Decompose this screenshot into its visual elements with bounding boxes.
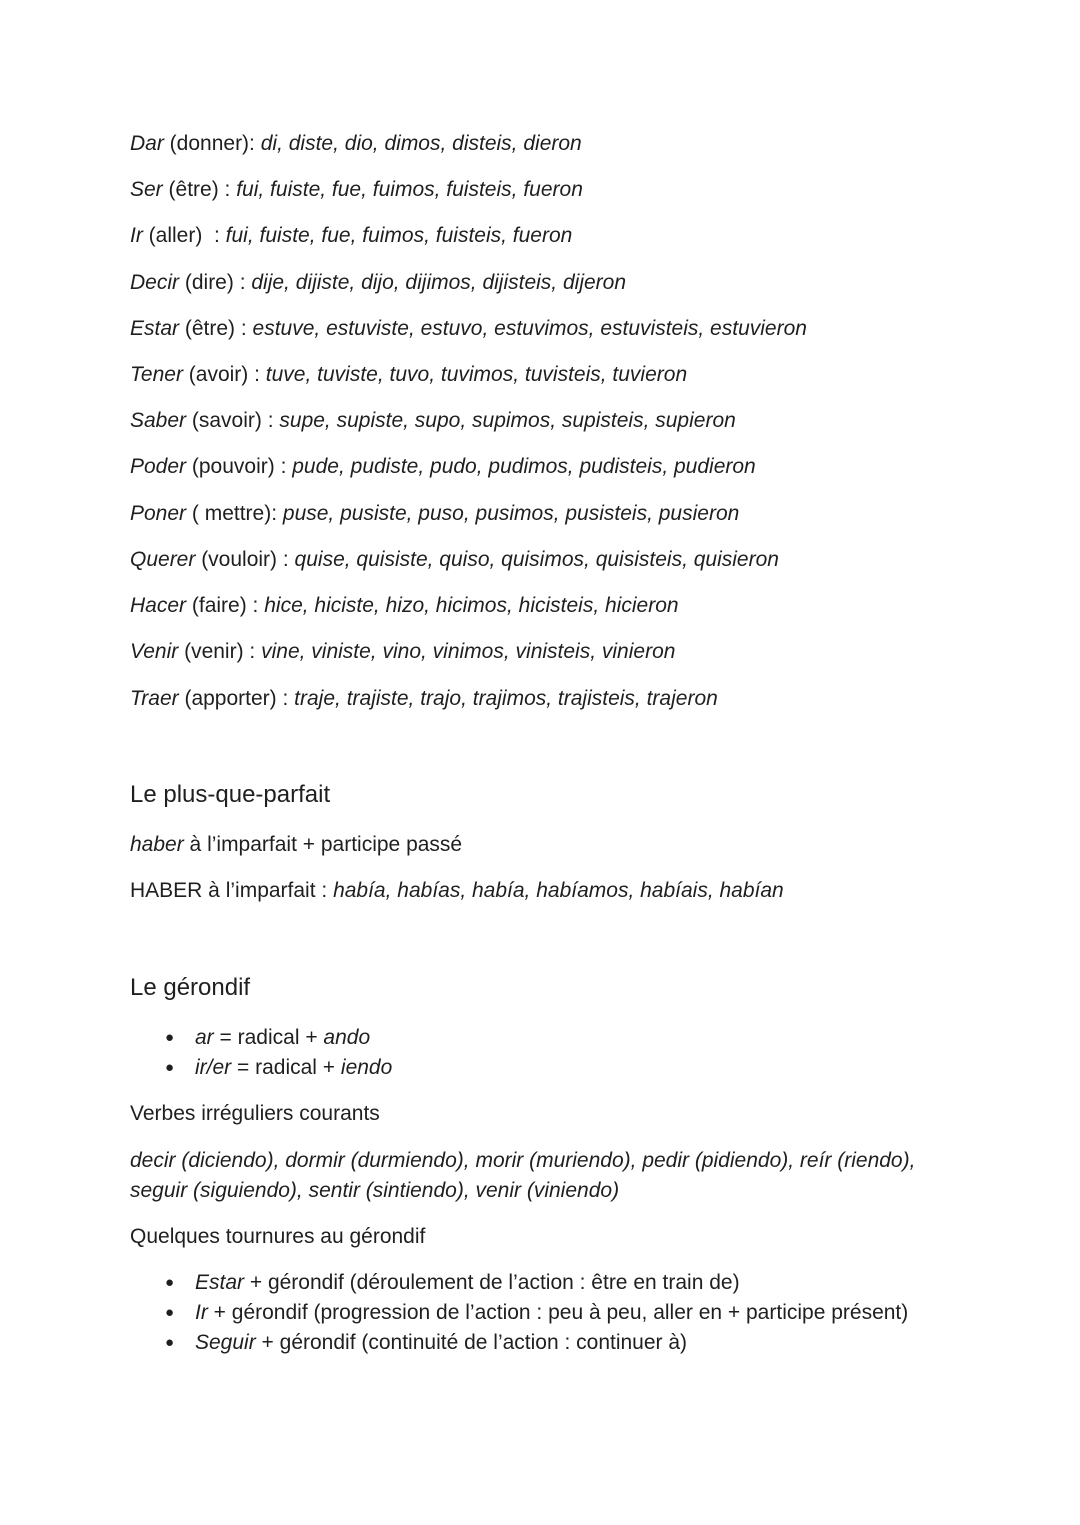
- verb-line-tener: Tener (avoir) : tuve, tuviste, tuvo, tuvimos, tuvisteis, tuvieron: [130, 363, 688, 386]
- gerund-phrase-ir: ● Ir + gérondif (progression de l’action : peu à peu, aller en + participe présent): [165, 1299, 908, 1327]
- verb-line-ser: Ser (être) : fui, fuiste, fue, fuimos, fuisteis, fueron: [130, 178, 583, 201]
- pluperfect-rule: haber à l’imparfait + participe passé: [130, 833, 463, 856]
- gerund-phrases-heading: Quelques tournures au gérondif: [130, 1225, 426, 1248]
- verb-line-ir: Ir (aller) : fui, fuiste, fue, fuimos, fuisteis, fueron: [130, 224, 573, 247]
- bullet-icon: ●: [165, 1059, 175, 1076]
- irregular-gerund-list-line-2: seguir (siguiendo), sentir (sintiendo), venir (viniendo): [130, 1179, 620, 1202]
- verb-line-hacer: Hacer (faire) : hice, hiciste, hizo, hicimos, hicisteis, hicieron: [130, 594, 679, 617]
- verb-line-poner: Poner ( mettre): puse, pusiste, puso, pusimos, pusisteis, pusieron: [130, 502, 740, 525]
- verb-line-querer: Querer (vouloir) : quise, quisiste, quiso, quisimos, quisisteis, quisieron: [130, 548, 779, 571]
- bullet-icon: ●: [165, 1304, 175, 1321]
- bullet-icon: ●: [165, 1334, 175, 1351]
- verb-line-dar: Dar (donner): di, diste, dio, dimos, disteis, dieron: [130, 132, 582, 155]
- gerund-rule-ar: ● ar = radical + ando: [165, 1024, 370, 1052]
- haber-imperfect-line: HABER à l’imparfait : había, habías, había, habíamos, habíais, habían: [130, 879, 784, 902]
- verb-line-poder: Poder (pouvoir) : pude, pudiste, pudo, pudimos, pudisteis, pudieron: [130, 455, 756, 478]
- irregular-gerund-list-line-1: decir (diciendo), dormir (durmiendo), morir (muriendo), pedir (pidiendo), reír (riendo),: [130, 1149, 916, 1172]
- gerund-heading: Le gérondif: [130, 974, 251, 1001]
- verb-line-traer: Traer (apporter) : traje, trajiste, trajo, trajimos, trajisteis, trajeron: [130, 687, 718, 710]
- verb-line-estar: Estar (être) : estuve, estuviste, estuvo, estuvimos, estuvisteis, estuvieron: [130, 317, 807, 340]
- pluperfect-heading: Le plus-que-parfait: [130, 781, 331, 808]
- gerund-phrase-seguir: ● Seguir + gérondif (continuité de l’action : continuer à): [165, 1329, 687, 1357]
- bullet-icon: ●: [165, 1029, 175, 1046]
- irregular-gerund-heading: Verbes irréguliers courants: [130, 1102, 380, 1125]
- gerund-rule-ir-er: ● ir/er = radical + iendo: [165, 1054, 392, 1082]
- bullet-icon: ●: [165, 1274, 175, 1291]
- verb-line-decir: Decir (dire) : dije, dijiste, dijo, dijimos, dijisteis, dijeron: [130, 271, 627, 294]
- verb-line-saber: Saber (savoir) : supe, supiste, supo, supimos, supisteis, supieron: [130, 409, 736, 432]
- gerund-phrase-estar: ● Estar + gérondif (déroulement de l’action : être en train de): [165, 1269, 740, 1297]
- verb-line-venir: Venir (venir) : vine, viniste, vino, vinimos, vinisteis, vinieron: [130, 640, 676, 663]
